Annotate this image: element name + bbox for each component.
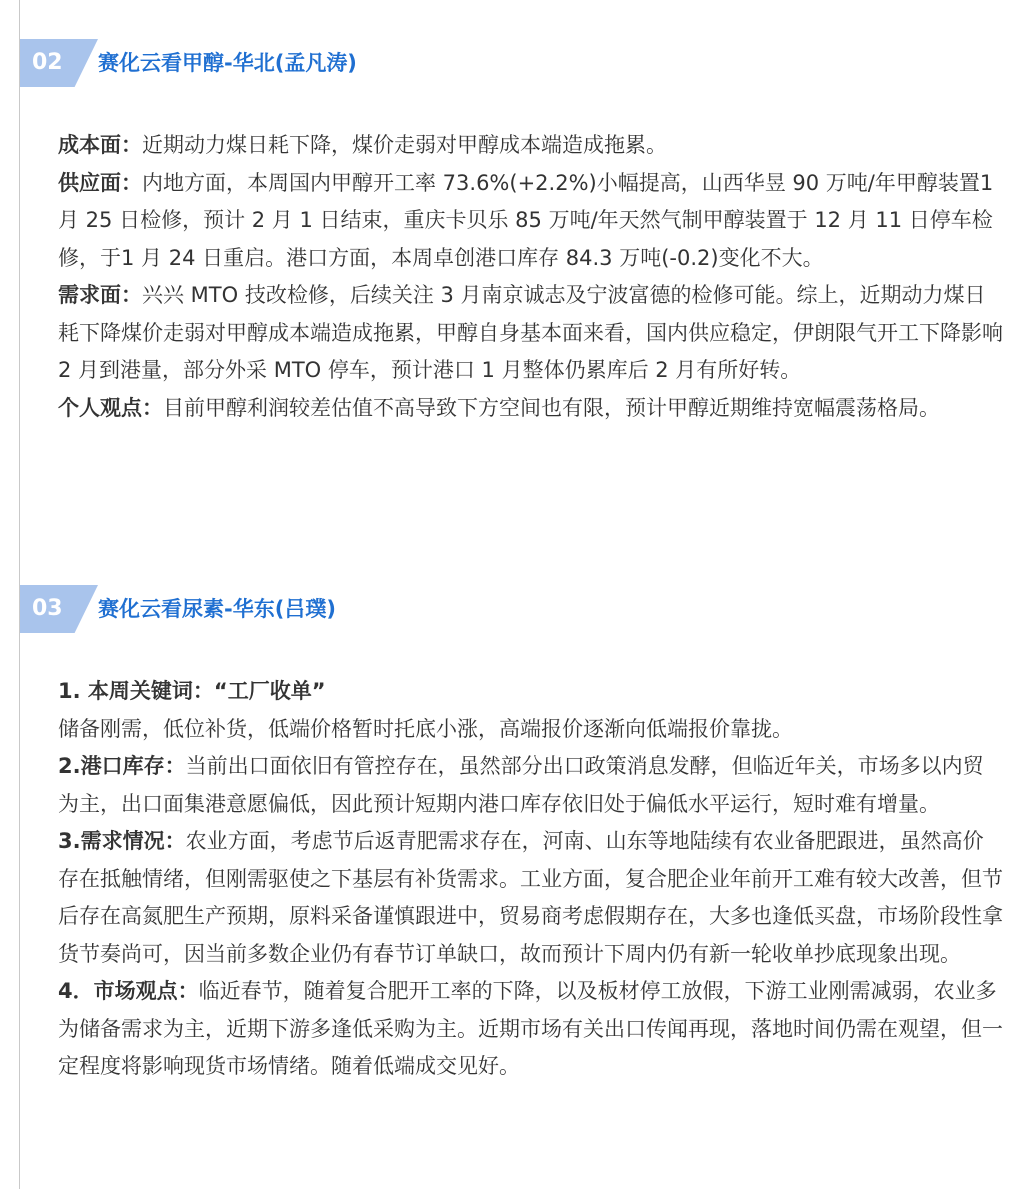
paragraph-text: 目前甲醇利润较差估值不高导致下方空间也有限，预计甲醇近期维持宽幅震荡格局。 [163, 395, 940, 420]
section-body-03 [58, 673, 1003, 1086]
paragraph-keyword [58, 673, 1003, 711]
paragraph-opinion [58, 390, 1003, 428]
paragraph-keyword-detail [58, 711, 1003, 749]
paragraph-text: 兴兴 MTO 技改检修，后续关注 3 月南京诚志及宁波富德的检修可能。综上，近期动力煤日耗下降煤价走弱对甲醇成本端造成拖累，甲醇自身基本面来看，国内供应稳定，伊朗限气开工下降影响 2 月到港量，部分外采 MTO 停车，预计港口 1 月整体仍累库后 2 月有所好转。 [58, 283, 1003, 382]
paragraph-port-inventory [58, 748, 1003, 823]
paragraph-label: 供应面： [58, 170, 142, 195]
paragraph-demand [58, 277, 1003, 390]
paragraph-label: 需求面： [58, 283, 142, 307]
paragraph-text: 近期动力煤日耗下降，煤价走弱对甲醇成本端造成拖累。 [142, 133, 667, 157]
paragraph-label: 2.港口库存： [58, 754, 186, 778]
paragraph-label: 4．市场观点： [58, 979, 199, 1003]
paragraph-label: 1. 本周关键词：“工厂收单” [58, 679, 326, 703]
paragraph-text: 农业方面，考虑节后返青肥需求存在，河南、山东等地陆续有农业备肥跟进，虽然高价存在抵触情绪，但刚需驱使之下基层有补货需求。工业方面，复合肥企业年前开工难有较大改善，但节后存在高氮肥生产预期，原料采备谨慎跟进中，贸易商考虑假期存在，大多也逢低买盘，市场阶段性拿货节奏尚可，因当前多数企业仍有春节订单缺口，故而预计下周内仍有新一轮收单抄底现象出现。 [58, 829, 1003, 966]
paragraph-text: 内地方面，本周国内甲醇开工率 73.6%(+2.2%)小幅提高，山西华昱 90 万吨/年甲醇装置1 月 25 日检修，预计 2 月 1 日结束，重庆卡贝乐 85 万吨/年天然气制甲醇装置于 12 月 11 日停车检修，于1 月 24 日重启。港口方面，本周卓创港口库存 84.3 万吨(-0.2)变化不大。 [58, 170, 994, 270]
paragraph-label: 3.需求情况： [58, 829, 186, 853]
section-number: 03 [32, 596, 63, 621]
section-title: 赛化云看尿素-华东(吕璞) [98, 597, 336, 621]
paragraph-text: 储备刚需，低位补货，低端价格暂时托底小涨，高端报价逐渐向低端报价靠拢。 [58, 716, 793, 741]
section-number: 02 [32, 50, 63, 75]
paragraph-label: 个人观点： [58, 395, 163, 420]
paragraph-market-view [58, 973, 1003, 1086]
section-header-02 [20, 39, 620, 87]
paragraph-text: 当前出口面依旧有管控存在，虽然部分出口政策消息发酵，但临近年关，市场多以内贸为主，出口面集港意愿偏低，因此预计短期内港口库存依旧处于偏低水平运行，短时难有增量。 [58, 754, 984, 816]
paragraph-demand [58, 823, 1003, 973]
paragraph-supply [58, 165, 1003, 278]
section-title: 赛化云看甲醇-华北(孟凡涛) [98, 51, 357, 75]
paragraph-cost [58, 127, 1003, 165]
paragraph-text: 临近春节，随着复合肥开工率的下降，以及板材停工放假，下游工业刚需减弱，农业多为储备需求为主，近期下游多逢低采购为主。近期市场有关出口传闻再现，落地时间仍需在观望，但一定程度将影响现货市场情绪。随着低端成交见好。 [58, 979, 1003, 1078]
paragraph-label: 成本面： [58, 133, 142, 157]
section-header-03 [20, 585, 620, 633]
section-body-02 [58, 127, 1003, 427]
